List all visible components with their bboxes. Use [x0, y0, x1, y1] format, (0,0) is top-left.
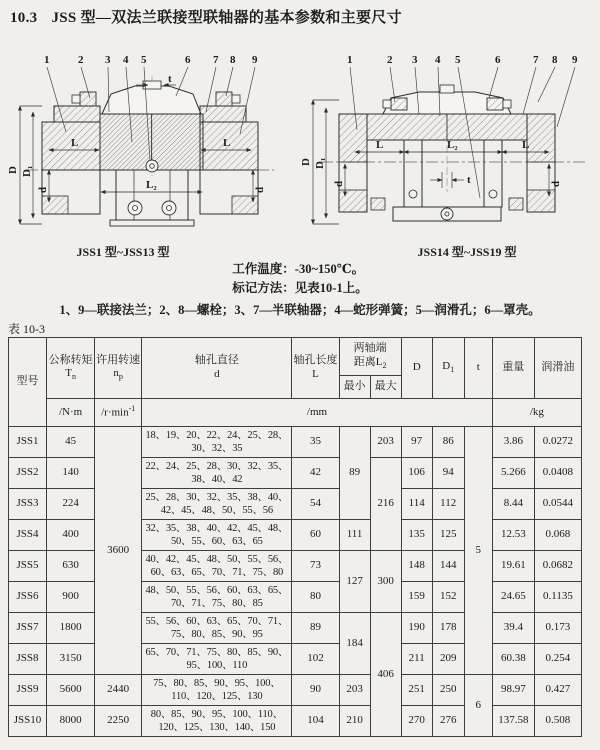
col-header-bore-diameter: 轴孔直径 d	[142, 338, 292, 399]
table-cell: 80	[292, 582, 339, 613]
left-flange-hatch	[42, 196, 68, 214]
table-cell: 300	[370, 551, 401, 613]
housing-bolt	[162, 201, 176, 215]
table-cell: 8000	[47, 706, 95, 737]
left-bolt-nut	[72, 95, 80, 103]
right-bolt-nut	[503, 100, 511, 108]
table-cell: 54	[292, 489, 339, 520]
table-cell: 251	[401, 675, 432, 706]
table-cell: 60	[292, 520, 339, 551]
callout-8: 8	[230, 54, 236, 66]
coupling-drawing-jss1-13	[4, 52, 296, 252]
col-header-max: 最大	[370, 376, 401, 399]
table-row	[9, 427, 582, 458]
table-cell: JSS4	[9, 520, 47, 551]
col-header-torque: 公称转矩 $T_n$	[47, 338, 95, 399]
table-cell: 22、24、25、28、30、32、35、38、40、42	[142, 458, 292, 489]
figure-caption-right: JSS14 型~JSS19 型	[417, 245, 517, 259]
dim-D1: D₁	[314, 157, 326, 169]
dim-L-left: L	[71, 137, 79, 149]
cover-cap	[440, 85, 454, 93]
callout-6: 6	[495, 54, 501, 66]
right-flange-hatch-bottom	[527, 190, 555, 212]
oil-hole	[146, 160, 158, 172]
left-bolt-nut	[383, 100, 391, 108]
table-cell: 5600	[47, 675, 95, 706]
table-cell: 106	[401, 458, 432, 489]
col-header-D1: $D_1$	[432, 338, 464, 399]
callout-3: 3	[412, 54, 418, 66]
table-cell: 190	[401, 613, 432, 644]
table-row	[9, 551, 582, 582]
section-number: 10.3	[10, 10, 38, 26]
table-cell: 18、19、20、22、24、25、28、30、32、35	[142, 427, 292, 458]
table-cell: 152	[432, 582, 464, 613]
table-cell: 137.58	[492, 706, 534, 737]
callout-2: 2	[78, 54, 84, 66]
table-cell: 111	[339, 520, 370, 551]
table-cell: 0.427	[534, 675, 581, 706]
table-cell: 94	[432, 458, 464, 489]
table-cell: JSS9	[9, 675, 47, 706]
table-cell: 39.4	[492, 613, 534, 644]
table-cell: 276	[432, 706, 464, 737]
table-cell: 25、28、30、32、35、38、40、42、45、48、50、55、56	[142, 489, 292, 520]
col-header-speed: 许用转速 $n_p$	[95, 338, 142, 399]
table-cell: 0.254	[534, 644, 581, 675]
callout-9: 9	[252, 54, 258, 66]
table-cell: 224	[47, 489, 95, 520]
table-cell: 32、35、38、40、42、45、48、50、55、60、63、65	[142, 520, 292, 551]
table-cell: 1800	[47, 613, 95, 644]
lower-housing	[116, 170, 188, 220]
table-row	[9, 489, 582, 520]
callout-7: 7	[213, 54, 219, 66]
table-cell: 0.508	[534, 706, 581, 737]
base-bolt	[441, 208, 453, 220]
table-cell: 630	[47, 551, 95, 582]
table-cell: 90	[292, 675, 339, 706]
table-cell: JSS1	[9, 427, 47, 458]
table-cell: JSS7	[9, 613, 47, 644]
housing-leg-left	[404, 140, 422, 207]
table-row	[9, 458, 582, 489]
col-header-model: 型号	[9, 338, 47, 427]
housing-base	[110, 220, 194, 226]
table-cell: JSS5	[9, 551, 47, 582]
table-cell: JSS8	[9, 644, 47, 675]
table-cell: 40、42、45、48、50、55、56、60、63、65、70、71、75、80	[142, 551, 292, 582]
table-row	[9, 644, 582, 675]
table-cell: 8.44	[492, 489, 534, 520]
table-cell: 89	[339, 427, 370, 520]
col-header-shaft-distance: 两轴端 距离$L_2$	[339, 338, 401, 376]
table-cell: 184	[339, 613, 370, 675]
note-working-temperature: 工作温度：-30~150℃。	[232, 262, 365, 276]
table-row	[9, 520, 582, 551]
table-row	[9, 675, 582, 706]
table-cell: 210	[339, 706, 370, 737]
table-cell: 127	[339, 551, 370, 613]
dim-L2: L₂	[447, 139, 458, 151]
callout-9: 9	[572, 54, 578, 66]
table-cell: 89	[292, 613, 339, 644]
unit-mm: /mm	[142, 399, 493, 427]
table-cell: 55、56、60、63、65、70、71、75、80、85、90、95	[142, 613, 292, 644]
table-cell: 2250	[95, 706, 142, 737]
dim-L-right: L	[522, 139, 530, 151]
table-cell: 900	[47, 582, 95, 613]
table-body	[9, 427, 582, 737]
unit-torque: /N·m	[47, 399, 95, 427]
right-bolt-nut	[232, 95, 240, 103]
table-cell: 0.068	[534, 520, 581, 551]
parameters-table-wrapper	[8, 337, 582, 737]
table-cell: 203	[370, 427, 401, 458]
table-cell: 400	[47, 520, 95, 551]
cover-shell	[102, 86, 201, 114]
table-cell: 0.1135	[534, 582, 581, 613]
table-cell: 19.61	[492, 551, 534, 582]
figure-caption-left: JSS1 型~JSS13 型	[76, 245, 170, 259]
dim-D: D	[300, 158, 312, 166]
callout-6: 6	[185, 54, 191, 66]
dim-d-right: d	[254, 186, 266, 193]
right-bolt	[487, 98, 503, 110]
table-row	[9, 613, 582, 644]
table-cell: 60.38	[492, 644, 534, 675]
dim-L-left: L	[376, 139, 384, 151]
col-header-oil: 润滑油	[534, 338, 581, 399]
table-cell: 144	[432, 551, 464, 582]
table-label: 表 10-3	[8, 322, 45, 336]
housing-bolt	[128, 201, 142, 215]
section-title: JSS 型—双法兰联接型联轴器的基本参数和主要尺寸	[51, 10, 402, 26]
right-bolt	[216, 92, 232, 106]
table-cell: 0.0544	[534, 489, 581, 520]
dim-d-left: d	[333, 180, 345, 187]
unit-speed: $/r\cdot\min^{-1}$	[95, 399, 142, 427]
table-cell: JSS10	[9, 706, 47, 737]
table-cell: 104	[292, 706, 339, 737]
table-cell: 250	[432, 675, 464, 706]
leg-hole	[489, 190, 497, 198]
table-cell: 140	[47, 458, 95, 489]
table-cell: 3600	[95, 427, 142, 675]
table-cell: 5.266	[492, 458, 534, 489]
table-cell: 42	[292, 458, 339, 489]
table-cell: 97	[401, 427, 432, 458]
table-cell: 6	[464, 675, 492, 737]
table-cell: 0.0408	[534, 458, 581, 489]
dim-t: t	[168, 73, 172, 85]
table-cell: JSS6	[9, 582, 47, 613]
table-row	[9, 582, 582, 613]
table-cell: 48、50、55、56、60、63、65、70、71、75、80、85	[142, 582, 292, 613]
table-cell: 178	[432, 613, 464, 644]
dim-D: D	[7, 166, 19, 174]
table-cell: 2440	[95, 675, 142, 706]
table-cell: 3.86	[492, 427, 534, 458]
col-header-bore-length: 轴孔长度 L	[292, 338, 339, 399]
callout-5: 5	[141, 54, 147, 66]
parts-legend: 1、9—联接法兰；2、8—螺栓；3、7—半联轴器；4—蛇形弹簧；5—润滑孔；6—罩壳。	[59, 303, 541, 317]
table-cell: 80、85、90、95、100、110、120、125、130、140、150	[142, 706, 292, 737]
left-flange-hatch-bottom	[339, 190, 367, 212]
table-cell: 65、70、71、75、80、85、90、95、100、110	[142, 644, 292, 675]
col-header-min: 最小	[339, 376, 370, 399]
table-cell: 211	[401, 644, 432, 675]
table-cell: 0.173	[534, 613, 581, 644]
unit-kg: /kg	[492, 399, 581, 427]
lower-bolt-right	[509, 198, 523, 210]
left-bolt	[80, 92, 96, 106]
table-cell: 98.97	[492, 675, 534, 706]
right-flange-hatch-top	[527, 114, 555, 162]
table-cell: 209	[432, 644, 464, 675]
table-cell: 102	[292, 644, 339, 675]
lower-bolt-left	[371, 198, 385, 210]
table-cell: 75、80、85、90、95、100、110、120、125、130	[142, 675, 292, 706]
notes-block	[0, 260, 600, 299]
table-row	[9, 706, 582, 737]
callout-8: 8	[552, 54, 558, 66]
callout-3: 3	[105, 54, 111, 66]
dim-d-left: d	[37, 186, 49, 193]
table-cell: 216	[370, 458, 401, 551]
table-cell: 86	[432, 427, 464, 458]
callout-1: 1	[347, 54, 353, 66]
table-cell: 35	[292, 427, 339, 458]
table-cell: 0.0682	[534, 551, 581, 582]
callout-2: 2	[387, 54, 393, 66]
col-header-weight: 重量	[492, 338, 534, 399]
table-cell: 203	[339, 675, 370, 706]
table-cell: 45	[47, 427, 95, 458]
table-cell: 114	[401, 489, 432, 520]
table-cell: 148	[401, 551, 432, 582]
dim-t: t	[467, 174, 471, 186]
housing-leg-right	[484, 140, 502, 207]
left-bolt	[391, 98, 407, 110]
callout-4: 4	[123, 54, 129, 66]
table-cell: JSS2	[9, 458, 47, 489]
leg-hole	[409, 190, 417, 198]
table-cell: 159	[401, 582, 432, 613]
page-title	[10, 6, 594, 27]
table-cell: 73	[292, 551, 339, 582]
col-header-D: D	[401, 338, 432, 399]
parameters-table	[8, 337, 582, 737]
callout-1: 1	[44, 54, 50, 66]
left-flange-hatch-top	[339, 114, 367, 162]
callout-4: 4	[435, 54, 441, 66]
table-cell: 135	[401, 520, 432, 551]
table-cell: 3150	[47, 644, 95, 675]
table-cell: 12.53	[492, 520, 534, 551]
table-cell: JSS3	[9, 489, 47, 520]
table-cell: 0.0272	[534, 427, 581, 458]
table-cell: 5	[464, 427, 492, 675]
right-flange-hatch	[232, 196, 258, 214]
table-cell: 406	[370, 613, 401, 737]
dim-D1: D₁	[21, 165, 33, 177]
callout-7: 7	[533, 54, 539, 66]
table-cell: 125	[432, 520, 464, 551]
dim-L-right: L	[223, 137, 231, 149]
coupling-drawing-jss14-19	[297, 52, 597, 252]
dim-L2: L₂	[146, 179, 157, 191]
dim-d-right: d	[550, 180, 562, 187]
note-marking-method: 标记方法：见表10-1上。	[232, 281, 368, 296]
table-cell: 270	[401, 706, 432, 737]
col-header-t: t	[464, 338, 492, 399]
table-cell: 112	[432, 489, 464, 520]
table-cell: 24.65	[492, 582, 534, 613]
callout-5: 5	[455, 54, 461, 66]
